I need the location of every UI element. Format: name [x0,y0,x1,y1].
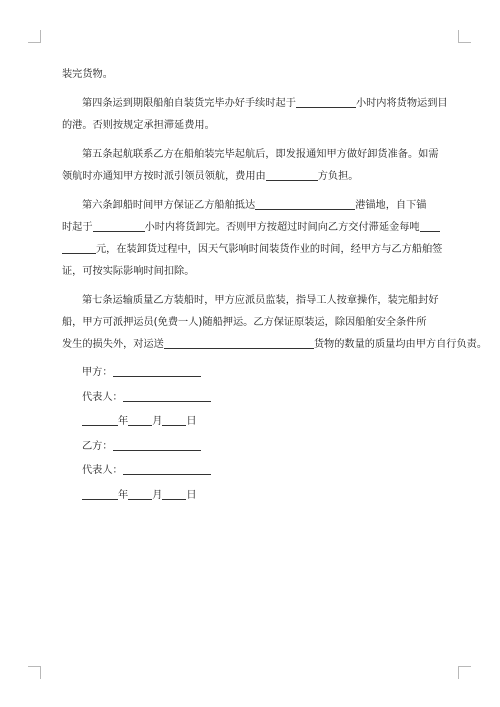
date-b-year-field[interactable] [82,486,118,500]
signature-block [62,361,444,509]
rep-a-field[interactable] [123,388,211,402]
paragraph-article-7: 第七条运输质量乙方装船时，甲方应派员监装，指导工人按章操作，装完船封好 船，甲方可派押运员(免费一人)随船押运。乙方保证原装运，除因船舶安全条件所 发生的损失外，对运送 货物的数量的质量均由甲方自行负责。 [62,295,488,350]
rep-b-field[interactable] [123,461,211,475]
paragraph-article-4: 第四条运到期限船舶自装货完毕办好手续时起于 小时内将货物运到目 的港。否则按规定承担滞延费用。 [62,93,444,137]
document-body [62,64,488,509]
party-b-line: 乙方： [62,435,444,460]
blank-goods[interactable] [164,335,314,349]
blank-hours-unload[interactable] [93,218,145,232]
blank-hours-transport[interactable] [296,94,356,108]
party-a-line: 甲方： [62,361,444,386]
date-a-day-field[interactable] [162,412,186,426]
paragraph-article-6: 第六条卸船时间甲方保证乙方船舶抵达 港锚地，自下锚 时起于 小时内将货卸完。否则甲方按超过时间向乙方交付滞延金每吨 元，在装卸货过程中，因天气影响时间装货作业的时间，经甲方与乙方船舶签 证，可按实际影响时间扣除。 [62,195,444,283]
party-b-field[interactable] [113,437,201,451]
date-b-line: 年 月 日 [62,484,444,509]
paragraph-3-tail: 装完货物。 [62,69,113,80]
crop-mark-top-right [458,30,471,43]
blank-port-name[interactable] [255,196,355,210]
date-b-day-field[interactable] [162,486,186,500]
rep-a-line: 代表人： [62,386,444,411]
blank-rate-part-2[interactable] [62,240,96,254]
blank-fee-party[interactable] [266,167,318,181]
date-a-month-field[interactable] [128,412,152,426]
paragraph-article-5: 第五条起航联系乙方在船舶装完毕起航后，即发报通知甲方做好卸货准备。如需 领航时亦通知甲方按时派引领员领航，费用由 方负担。 [62,149,439,182]
crop-mark-top-left [28,30,41,43]
crop-mark-bottom-left [28,666,41,679]
date-a-line: 年 月 日 [62,410,444,435]
party-a-field[interactable] [113,363,201,377]
date-a-year-field[interactable] [82,412,118,426]
rep-b-line: 代表人： [62,459,444,484]
blank-rate-part-1[interactable] [420,218,440,232]
crop-mark-bottom-right [458,666,471,679]
date-b-month-field[interactable] [128,486,152,500]
